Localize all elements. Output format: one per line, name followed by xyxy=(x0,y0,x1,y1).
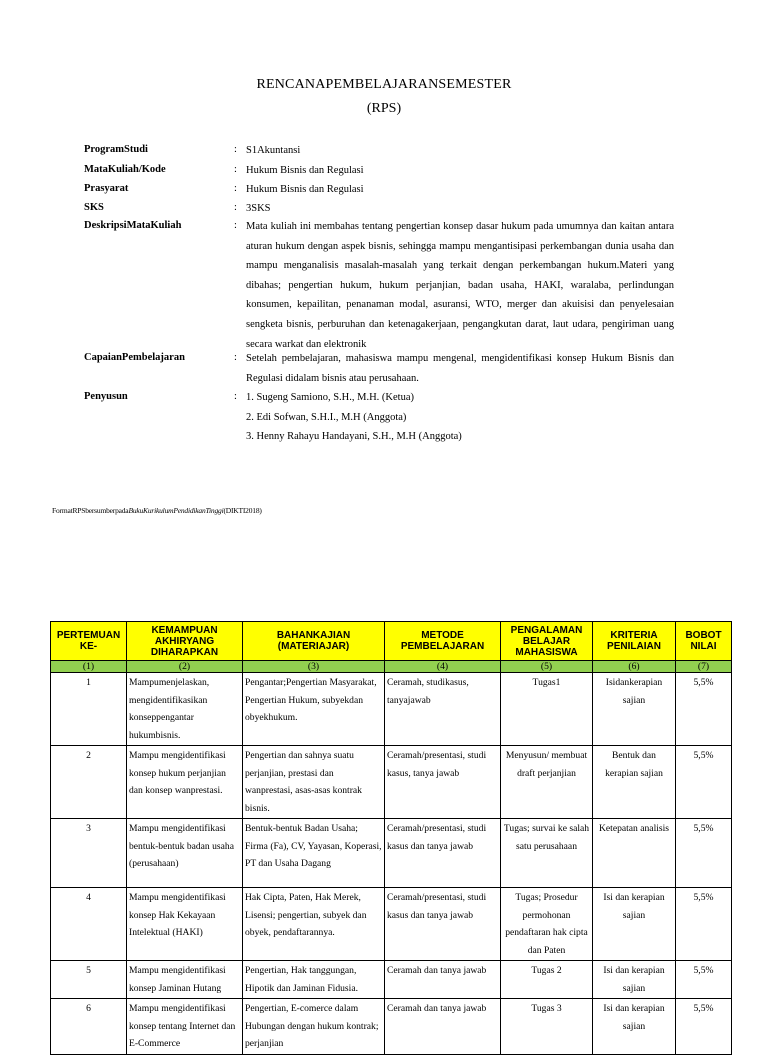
cell-ability: Mampu mengidentifikasi konsep Hak Kekayaan Intelektual (HAKI) xyxy=(127,888,243,961)
info-row-learning-outcome xyxy=(84,352,684,388)
info-row-sks xyxy=(84,202,684,216)
cell-criteria: Isi dan kerapian sajian xyxy=(593,961,676,999)
info-colon: : xyxy=(234,352,237,363)
cell-ability: Mampu mengidentifikasi konsep Jaminan Hutang xyxy=(127,961,243,999)
cell-ability: Mampu mengidentifikasi konsep tentang Internet dan E-Commerce xyxy=(127,999,243,1055)
info-colon: : xyxy=(234,183,237,194)
table-row xyxy=(51,999,732,1055)
cell-experience: Tugas; survai ke salah satu perusahaan xyxy=(501,819,593,888)
cell-method: Ceramah/presentasi, studi kasus dan tanya jawab xyxy=(385,888,501,961)
cell-weight: 5,5% xyxy=(676,673,732,746)
cell-experience: Menyusun/ membuat draft perjanjian xyxy=(501,746,593,819)
info-value: Hukum Bisnis dan Regulasi xyxy=(246,165,364,176)
authors-list xyxy=(246,388,674,447)
cell-criteria: Bentuk dan kerapian sajian xyxy=(593,746,676,819)
info-label: SKS xyxy=(84,202,104,213)
header-pertemuan: PERTEMUAN KE- xyxy=(51,622,127,661)
header-pengalaman: PENGALAMAN BELAJAR MAHASISWA xyxy=(501,622,593,661)
info-row-description xyxy=(84,220,684,354)
rps-table xyxy=(50,621,732,1055)
column-number: (2) xyxy=(127,661,243,673)
cell-meeting: 4 xyxy=(51,888,127,961)
table-header-row xyxy=(51,622,732,661)
note-suffix: (DIKTI2018) xyxy=(223,506,262,515)
table-row xyxy=(51,819,732,888)
info-colon: : xyxy=(234,144,237,155)
note-italic: BukuKurikulumPendidikanTinggi xyxy=(128,506,224,515)
cell-meeting: 5 xyxy=(51,961,127,999)
header-kriteria: KRITERIA PENILAIAN xyxy=(593,622,676,661)
info-row-course xyxy=(84,164,684,178)
cell-experience: Tugas 3 xyxy=(501,999,593,1055)
column-number: (6) xyxy=(593,661,676,673)
document-subtitle: (RPS) xyxy=(366,101,402,116)
column-number: (3) xyxy=(243,661,385,673)
cell-method: Ceramah/presentasi, studi kasus dan tanya jawab xyxy=(385,819,501,888)
column-number: (7) xyxy=(676,661,732,673)
cell-ability: Mampu mengidentifikasi bentuk-bentuk badan usaha (perusahaan) xyxy=(127,819,243,888)
info-row-prerequisite xyxy=(84,183,684,197)
cell-material: Hak Cipta, Paten, Hak Merek, Lisensi; pengertian, subyek dan obyek, pendaftarannya. xyxy=(243,888,385,961)
column-number: (5) xyxy=(501,661,593,673)
header-metode: METODE PEMBELAJARAN xyxy=(385,622,501,661)
author-item: 3. Henny Rahayu Handayani, S.H., M.H (Anggota) xyxy=(246,431,462,443)
cell-weight: 5,5% xyxy=(676,746,732,819)
cell-ability: Mampumenjelaskan, mengidentifikasikan konseppengantar hukumbisnis. xyxy=(127,673,243,746)
info-label: Penyusun xyxy=(84,391,128,402)
info-value: Hukum Bisnis dan Regulasi xyxy=(246,184,364,195)
table-row xyxy=(51,888,732,961)
cell-experience: Tugas 2 xyxy=(501,961,593,999)
cell-meeting: 1 xyxy=(51,673,127,746)
info-label: DeskripsiMataKuliah xyxy=(84,220,182,231)
cell-method: Ceramah dan tanya jawab xyxy=(385,961,501,999)
cell-material: Pengantar;Pengertian Masyarakat, Pengertian Hukum, subyekdan obyekhukum. xyxy=(243,673,385,746)
course-description: Mata kuliah ini membahas tentang pengertian konsep dasar hukum pada umumnya dan kaitan antara aturan hukum dengan aspek bisnis, sehingga mampu mengantisipasi perkembangan dunia usaha dan mampu menganalisis masalah-masalah yang terkait dengan perkembangan hukum.Materi yang dibahas; pengertian hukum, hukum perjanjian, badan usaha, HAKI, waralaba, perlindungan konsumen, kepailitan, penanaman modal, asuransi, WTO, merger dan akuisisi dan penyelesaian sengketa bisnis, perburuhan dan ketenagakerjaan, pengangkutan darat, laut udara, pengiriman uang secara warkat dan elektronik xyxy=(246,221,674,350)
cell-ability: Mampu mengidentifikasi konsep hukum perjanjian dan konsep wanprestasi. xyxy=(127,746,243,819)
info-value: 3SKS xyxy=(246,203,271,214)
cell-experience: Tugas; Prosedur permohonan pendaftaran hak cipta dan Paten xyxy=(501,888,593,961)
table-row xyxy=(51,673,732,746)
author-item: 2. Edi Sofwan, S.H.I., M.H (Anggota) xyxy=(246,411,407,423)
cell-criteria: Isidankerapian sajian xyxy=(593,673,676,746)
document-title: RENCANAPEMBELAJARANSEMESTER xyxy=(256,77,512,92)
header-bobot: BOBOT NILAI xyxy=(676,622,732,661)
column-number: (1) xyxy=(51,661,127,673)
cell-criteria: Isi dan kerapian sajian xyxy=(593,999,676,1055)
info-label: ProgramStudi xyxy=(84,144,148,155)
info-colon: : xyxy=(234,220,237,231)
cell-weight: 5,5% xyxy=(676,819,732,888)
learning-outcome: Setelah pembelajaran, mahasiswa mampu mengenal, mengidentifikasi konsep Hukum Bisnis dan Regulasi didalam bisnis atau perusahaan. xyxy=(246,353,674,384)
header-bahan-kajian: BAHANKAJIAN (MATERIAJAR) xyxy=(243,622,385,661)
cell-method: Ceramah/presentasi, studi kasus, tanya jawab xyxy=(385,746,501,819)
info-value: S1Akuntansi xyxy=(246,145,301,156)
cell-material: Pengertian, Hak tanggungan, Hipotik dan Jaminan Fidusia. xyxy=(243,961,385,999)
info-label: MataKuliah/Kode xyxy=(84,164,166,175)
header-kemampuan: KEMAMPUAN AKHIRYANG DIHARAPKAN xyxy=(127,622,243,661)
note-prefix: FormatRPSbersumberpada xyxy=(52,506,129,515)
cell-criteria: Ketepatan analisis xyxy=(593,819,676,888)
info-row-program xyxy=(84,144,684,158)
info-colon: : xyxy=(234,202,237,213)
info-label: CapaianPembelajaran xyxy=(84,352,185,363)
cell-method: Ceramah, studikasus, tanyajawab xyxy=(385,673,501,746)
cell-weight: 5,5% xyxy=(676,961,732,999)
cell-experience: Tugas1 xyxy=(501,673,593,746)
table-row xyxy=(51,961,732,999)
cell-criteria: Isi dan kerapian sajian xyxy=(593,888,676,961)
table-row xyxy=(51,746,732,819)
cell-weight: 5,5% xyxy=(676,888,732,961)
cell-material: Bentuk-bentuk Badan Usaha; Firma (Fa), CV, Yayasan, Koperasi, PT dan Usaha Dagang xyxy=(243,819,385,888)
cell-method: Ceramah dan tanya jawab xyxy=(385,999,501,1055)
info-colon: : xyxy=(234,391,237,402)
cell-material: Pengertian, E-comerce dalam Hubungan dengan hukum kontrak; perjanjian xyxy=(243,999,385,1055)
cell-weight: 5,5% xyxy=(676,999,732,1055)
column-number-row xyxy=(51,661,732,673)
cell-material: Pengertian dan sahnya suatu perjanjian, prestasi dan wanprestasi, asas-asas kontrak bisnis. xyxy=(243,746,385,819)
cell-meeting: 6 xyxy=(51,999,127,1055)
author-item: 1. Sugeng Samiono, S.H., M.H. (Ketua) xyxy=(246,392,414,403)
column-number: (4) xyxy=(385,661,501,673)
cell-meeting: 2 xyxy=(51,746,127,819)
info-colon: : xyxy=(234,164,237,175)
info-row-authors xyxy=(84,391,684,447)
info-label: Prasyarat xyxy=(84,183,129,194)
format-note xyxy=(52,506,262,515)
cell-meeting: 3 xyxy=(51,819,127,888)
